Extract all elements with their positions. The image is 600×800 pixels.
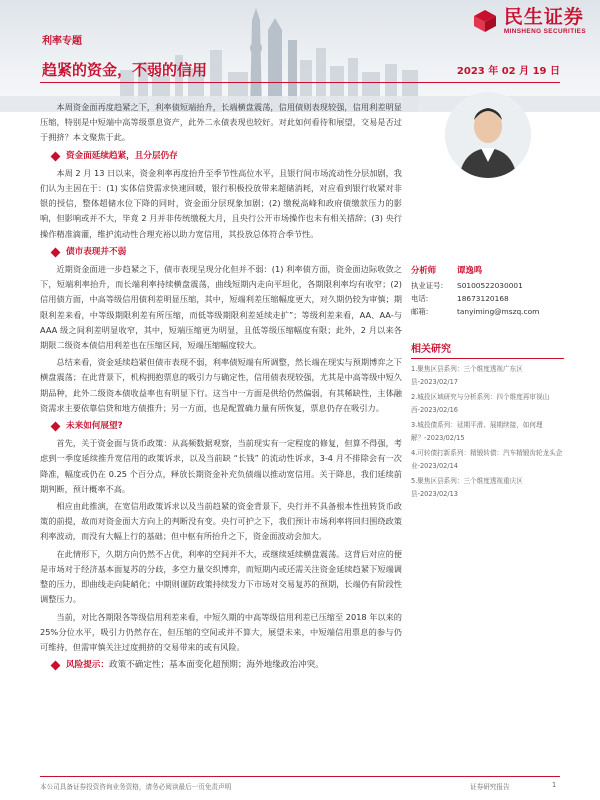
- logo-text-en: MINSHENG SECURITIES: [503, 28, 586, 35]
- section-heading: 债市表现并不弱: [52, 245, 402, 260]
- sidebar: [411, 92, 564, 503]
- body-paragraph: 本周 2 月 13 日以来，资金利率再度抬升至季节性高位水平，且银行间市场流动性分层加剧，我们认为主因在于：(1) 实体信贷需求快速回暖，银行积极投放带来超储消耗，对应看到银行收紧对非银的授信，整体超储水位下降的同时，资金面分层现象加剧；(2) 缴税高峰和政府债缴款压力的影响，但影响或并不大，毕竟 2 月并非传统缴税大月，且央行公开市场操作也未有相关措辞；(3) 央行操作精准滴灌，维护流动性合理充裕以助力宽信用，其投放总体符合季节性。: [40, 167, 402, 239]
- analyst-phone-row: 电话: 18673120168: [411, 294, 509, 303]
- report-category: 利率专题: [42, 36, 82, 47]
- diamond-bullet-icon: [51, 661, 61, 671]
- related-research-item[interactable]: 4.可转债打新系列：精锻转债：汽车精锻齿轮龙头企业-2023/02/14: [411, 449, 563, 470]
- risk-warning: [52, 658, 402, 673]
- minsheng-logo: [472, 6, 586, 35]
- logo-mark-icon: [472, 8, 498, 34]
- report-body: [40, 100, 402, 675]
- analyst-info: [411, 264, 564, 318]
- related-research-title: 相关研究: [411, 340, 564, 359]
- report-date: 2023 年 02 月 19 日: [456, 66, 560, 77]
- body-paragraph: 总结来看，资金延续趋紧但债市表现不弱，利率债短端有所调整，然长端在现实与预期博弈之下横盘震荡；在此背景下，机构拥抱票息的吸引力与确定性，信用债表现较强，尤其是中高等级中短久期品种，此外二级资本债收益率也有明显下行。这当中一方面是供给仍然偏弱，有其稀缺性，主体融资需求主要依靠信贷和地方债推升；另一方面，也是配置确力量有所恢复，票息仍存在吸引力。: [40, 357, 402, 413]
- title-divider: [40, 82, 560, 83]
- analyst-role: 分析师: [411, 265, 437, 275]
- section-heading: 未来如何展望?: [52, 419, 402, 434]
- analyst-avatar: [445, 92, 531, 178]
- body-paragraph: 首先，关于资金面与货币政策：从高频数据观察，当前现实有一定程度的修复，但算不得强，考虑到一季度延续推升宽信用的政策诉求，以及当前缺 “长钱” 的流动性诉求，3-4 月不排除会有一次降准，幅度或仍在 0.25 个百分点，释放长期资金补充负债端以推动宽信用。关于降息，我们延续前期判断，预计概率不高。: [40, 438, 402, 494]
- body-paragraph: 近期资金面进一步趋紧之下，债市表现呈现分化但并不弱：(1) 利率债方面，资金面边际收敛之下，短端利率抬升，而长端利率持续横盘震荡，曲线短期内走向平坦化，各期限利率均有收窄；(2) 信用债方面，中高等级信用债利差明显压缩，其中，短端利差压缩幅度更大，对久期仍较为审慎；期限利差来看，中等级期限利差有所压缩，而低等级期限利差延续走扩”；等级利差来看，AA、AA-与 AAA 级之间利差明显收窄，其中，短端压缩更为明显，且低等级压缩幅度有限；此外，2 月以来各期限二级资本债信用利差也在压缩区间，短端压缩幅度较大。: [40, 264, 402, 351]
- related-research-item[interactable]: 3.城投债系列：延期平滑、展期续接，如何理解？-2023/02/15: [411, 421, 543, 442]
- related-research-item[interactable]: 1.聚焦区县系列：三个维度透视广东区县-2023/02/17: [411, 365, 523, 386]
- analyst-license-row: 执业证号: S0100522030001: [411, 281, 523, 290]
- logo-text-cn: 民生证券: [503, 6, 584, 28]
- section-heading: 资金面延续趋紧，且分层仍存: [52, 149, 402, 164]
- diamond-bullet-icon: [51, 151, 61, 161]
- risk-label: 风险提示：: [66, 660, 109, 671]
- page-number: 1: [552, 781, 557, 789]
- footer-report-type: 证券研究报告: [470, 783, 510, 791]
- footer-disclaimer: 本公司具备证券投资咨询业务资格，请务必阅读最后一页免责声明: [40, 783, 232, 791]
- diamond-bullet-icon: [51, 422, 61, 432]
- related-research-item[interactable]: 5.聚焦区县系列：三个维度透视重庆区县-2023/02/13: [411, 477, 523, 498]
- report-title: 趋紧的资金，不弱的信用: [42, 61, 208, 79]
- related-research-list: [411, 363, 564, 501]
- body-paragraph: 当前，对比各期限各等级信用利差来看，中短久期的中高等级信用利差已压缩至 2018 年以来的 25%分位水平，吸引力仍然存在，但压缩的空间或并不算大，展望未来，中短端信用票息的参与仍可维持，但需审慎关注过度拥挤的交易带来的或有风险。: [40, 611, 402, 652]
- analyst-name: 谭逸鸣: [457, 265, 483, 275]
- body-paragraph: 相应由此推演，在宽信用政策诉求以及当前趋紧的资金背景下，央行并不具备根本性扭转货币政策的前提，故而对资金面大方向上的判断没有变。央行可护之下，我们预计市场利率将回归围绕政策利率波动，而没有大幅上行的基础；但中枢有所抬升之下，资金面波动会加大。: [40, 501, 402, 542]
- analyst-email-row: 邮箱: tanyiming@mszq.com: [411, 307, 540, 316]
- body-paragraph: 在此情形下，久期方向仍然不占优，利率的空间并不大，或继续延续横盘震荡。这背后对应的便是市场对于经济基本面复苏的分歧，多空力量交织博弈，而短期内或还需关注资金延续趋紧下短端调整的压力，即曲线走向陡峭化；中期则谨防政策持续发力下市场对交易复苏的预期，长端仍有阶段性调整压力。: [40, 548, 402, 605]
- intro-paragraph: 本周资金面再度趋紧之下，利率债短端抬升，长端横盘震荡，信用债则表现较强，信用利差明显压缩，特别是中短端中高等级票息资产，此外二永债表现也较好。对此如何看待和展望，交易是否过于拥挤？本文聚焦于此。: [40, 102, 402, 143]
- diamond-bullet-icon: [51, 247, 61, 257]
- risk-text: 政策不确定性；基本面变化超预期；海外地缘政治冲突。: [108, 660, 324, 671]
- footer-divider: [40, 776, 560, 777]
- related-research-item[interactable]: 2.城投区域研究与分析系列：四个维度再审视山西-2023/02/16: [411, 393, 550, 414]
- analyst-email-link[interactable]: tanyiming@mszq.com: [457, 307, 540, 316]
